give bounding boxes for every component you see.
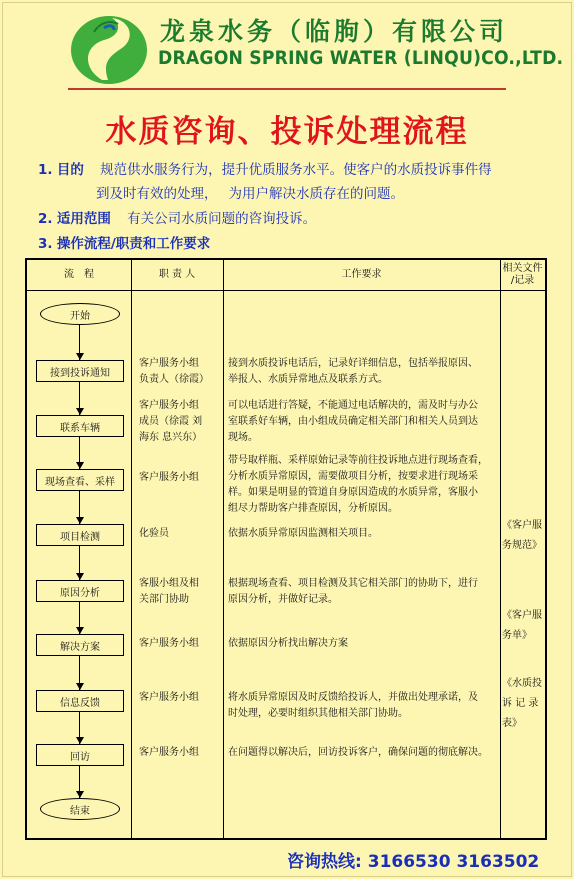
responsibility-cell <box>139 398 221 446</box>
responsibility-line: 客户服务小组 <box>139 472 199 483</box>
flow-arrow <box>76 353 84 360</box>
responsibility-line: 化验员 <box>139 528 169 539</box>
responsibility-cell <box>139 526 221 542</box>
flow-step: 现场查看、采样 <box>36 469 124 491</box>
record-cell <box>502 674 546 734</box>
flow-arrow <box>76 791 84 798</box>
requirement-cell <box>228 636 498 652</box>
flow-end: 结束 <box>40 798 120 820</box>
responsibility-cell <box>139 470 221 486</box>
flow-arrow <box>76 517 84 524</box>
responsibility-line: 客户服务小组 <box>139 638 199 649</box>
record-cell <box>502 606 546 646</box>
responsibility-line: 客服小组及相 <box>139 578 199 589</box>
section-heading: 目的 <box>56 162 84 178</box>
hotline-numbers: 3166530 3163502 <box>367 852 540 872</box>
header-flow: 流 程 <box>64 269 94 280</box>
responsibility-line: 客户服务小组 <box>139 692 199 703</box>
requirement-line: 时处理，必要时组织其他相关部门协助。 <box>228 708 408 719</box>
flow-step: 接到投诉通知 <box>36 360 124 382</box>
record-cell <box>502 516 546 556</box>
flow-start: 开始 <box>40 303 120 325</box>
hotline-label: 咨询热线: <box>287 852 362 872</box>
flow-step: 项目检测 <box>36 524 124 546</box>
requirement-line: 样。如果是明显的管道自身原因造成的水质异常，客服小 <box>228 487 478 498</box>
company-name-cn: 龙泉水务（临朐）有限公司 <box>160 17 509 46</box>
requirement-line: 组尽力帮助客户排查原因，分析原因。 <box>228 503 398 514</box>
column-divider <box>223 260 224 838</box>
requirement-line: 原因分析，并做好记录。 <box>228 594 338 605</box>
requirement-line: 在问题得以解决后，回访投诉客户，确保问题的彻底解决。 <box>228 747 488 758</box>
requirement-cell <box>228 576 498 608</box>
flow-arrow <box>76 573 84 580</box>
responsibility-cell <box>139 356 221 388</box>
responsibility-cell <box>139 745 221 761</box>
process-table <box>25 258 547 840</box>
record-line: 《水质投 <box>502 678 542 689</box>
section-heading: 操作流程/职责和工作要求 <box>56 236 211 252</box>
flow-step: 联系车辆 <box>36 415 124 437</box>
hotline <box>287 847 539 872</box>
responsibility-line: 关部门协助 <box>139 594 189 605</box>
column-divider <box>131 260 132 838</box>
section-text: 有关公司水质问题的咨询投诉。 <box>127 211 317 227</box>
section-heading: 适用范围 <box>56 211 111 227</box>
requirement-line: 现场。 <box>228 432 258 443</box>
responsibility-line: 客户服务小组 <box>139 747 199 758</box>
header-divider-line <box>27 290 545 291</box>
responsibility-cell <box>139 690 221 706</box>
requirement-cell <box>228 356 498 388</box>
record-line: 表》 <box>502 718 522 729</box>
record-line: 《客户服 <box>502 520 542 531</box>
requirement-line: 举报人、水质异常地点及联系方式。 <box>228 374 388 385</box>
section-purpose-continued: 到及时有效的处理， 为用户解决水质存在的问题。 <box>96 186 405 202</box>
responsibility-line: 海东 息兴东） <box>139 432 203 443</box>
section-number: 2. <box>38 211 53 227</box>
requirement-line: 室联系好车辆，由小组成员确定相关部门和相关人员到达 <box>228 416 478 427</box>
section-purpose <box>38 158 492 178</box>
company-name-en: DRAGON SPRING WATER (LINQU)CO.,LTD. <box>158 48 564 69</box>
section-text: 规范供水服务行为，提升优质服务水平。使客户的水质投诉事件得 <box>100 162 492 178</box>
section-procedure <box>38 232 222 252</box>
flow-step: 回访 <box>36 744 124 766</box>
section-scope <box>38 207 316 227</box>
flow-arrow <box>76 627 84 634</box>
header-records <box>500 260 545 290</box>
requirement-cell <box>228 690 498 722</box>
flow-connector <box>79 314 80 810</box>
column-divider <box>500 260 501 838</box>
flow-step: 解决方案 <box>36 634 124 656</box>
responsibility-cell <box>139 576 221 608</box>
requirement-line: 依据原因分析找出解决方案 <box>228 638 348 649</box>
requirement-line: 依据水质异常原因监测相关项目。 <box>228 528 378 539</box>
requirement-line: 带号取样瓶、采样原始记录等前往投诉地点进行现场查看， <box>228 455 488 466</box>
header-responsibility: 职 责 人 <box>158 269 196 280</box>
requirement-line: 根据现场查看、项目检测及其它相关部门的协助下，进行 <box>228 578 478 589</box>
header-records-line: 相关文件 <box>502 263 543 274</box>
requirement-line: 分析水质异常原因，需要做项目分析，按要求进行现场采 <box>228 471 478 482</box>
record-line: 诉 记 录 <box>502 698 539 709</box>
header-records-line: /记录 <box>510 275 535 286</box>
responsibility-line: 成员（徐霞 刘 <box>139 416 203 427</box>
requirement-cell <box>228 745 498 761</box>
header-requirements: 工作要求 <box>341 269 382 280</box>
section-number: 3. <box>38 236 53 252</box>
requirement-line: 接到水质投诉电话后，记录好详细信息，包括举报原因、 <box>228 358 478 369</box>
flow-arrow <box>76 462 84 469</box>
flow-arrow <box>76 408 84 415</box>
flow-step: 原因分析 <box>36 580 124 602</box>
requirement-cell <box>228 398 498 446</box>
flow-arrow <box>76 683 84 690</box>
responsibility-cell <box>139 636 221 652</box>
requirement-cell <box>228 526 498 542</box>
flow-step: 信息反馈 <box>36 690 124 712</box>
requirement-line: 可以电话进行答疑，不能通过电话解决的，需及时与办公 <box>228 400 478 411</box>
page-title: 水质咨询、投诉处理流程 <box>105 114 469 150</box>
record-line: 务单》 <box>502 630 532 641</box>
requirement-line: 将水质异常原因及时反馈给投诉人，并做出处理承诺，及 <box>228 692 478 703</box>
record-line: 《客户服 <box>502 610 542 621</box>
requirement-cell <box>228 453 498 517</box>
section-number: 1. <box>38 162 53 178</box>
dragon-spring-logo <box>64 10 154 86</box>
responsibility-line: 客户服务小组 <box>139 358 199 369</box>
responsibility-line: 客户服务小组 <box>139 400 199 411</box>
responsibility-line: 负责人（徐霞） <box>139 374 209 385</box>
flow-arrow <box>76 737 84 744</box>
header-divider <box>68 88 506 90</box>
record-line: 务规范》 <box>502 540 542 551</box>
